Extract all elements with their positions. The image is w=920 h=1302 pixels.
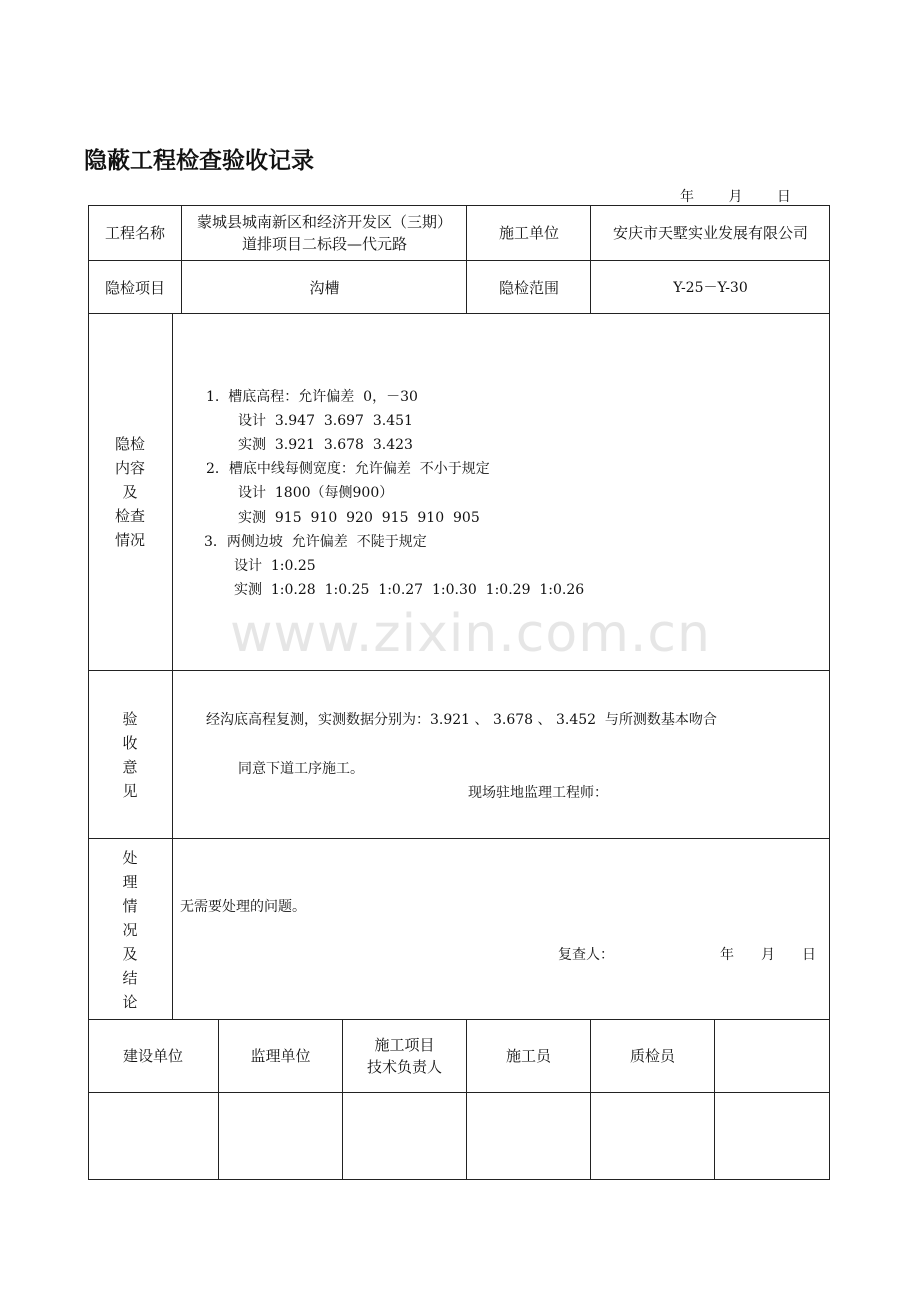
inspection-line: 实测 915 910 920 915 910 905 xyxy=(238,510,480,526)
date-year: 年 xyxy=(680,189,694,205)
date-header xyxy=(680,186,821,206)
review-year: 年 xyxy=(720,947,734,963)
inspection-line: 设计 1:0.25 xyxy=(234,558,316,574)
inspection-range-label: 隐检范围 xyxy=(498,278,559,297)
inspection-line: 2．槽底中线每侧宽度：允许偏差 不小于规定 xyxy=(206,461,490,477)
handling-text: 无需要处理的问题。 xyxy=(180,899,306,915)
project-name-line2: 道排项目二标段—代元路 xyxy=(241,235,407,253)
contractor-label: 施工单位 xyxy=(498,224,559,242)
reviewer-label: 复查人： xyxy=(558,947,614,963)
supervisor-signature-label: 现场驻地监理工程师： xyxy=(468,785,608,801)
opinion-approval: 同意下道工序施工。 xyxy=(238,761,364,777)
inspection-range-value: Y-25－Y-30 xyxy=(673,279,748,296)
project-name-label: 工程名称 xyxy=(104,224,165,242)
inspection-item-label: 隐检项目 xyxy=(104,278,165,297)
inspection-line: 实测 1:0.28 1:0.25 1:0.27 1:0.30 1:0.29 1:0.26 xyxy=(234,582,585,598)
opinion-text: 经沟底高程复测，实测数据分别为：3.921 、 3.678 、 3.452 与所测数基本吻合 xyxy=(206,712,717,728)
watermark: www.zixin.com.cn xyxy=(230,604,711,664)
date-month: 月 xyxy=(728,189,743,205)
signature-worker-label: 施工员 xyxy=(505,1047,551,1065)
contractor-value: 安庆市天墅实业发展有限公司 xyxy=(612,224,808,242)
inspection-line: 设计 3.947 3.697 3.451 xyxy=(238,413,413,429)
inspection-line: 1. 槽底高程：允许偏差 0，－30 xyxy=(206,389,418,405)
inspection-content-label: 隐检 内容 及 检查 情况 xyxy=(114,435,145,549)
opinion-label: 验 收 意 见 xyxy=(122,710,138,800)
inspection-item-value: 沟槽 xyxy=(309,278,340,297)
signature-owner-label: 建设单位 xyxy=(122,1047,183,1065)
signature-qc-label: 质检员 xyxy=(629,1047,675,1065)
signature-supervision-label: 监理单位 xyxy=(250,1047,311,1065)
handling-label: 处 理 情 况 及 结 论 xyxy=(122,849,138,1011)
signature-tech-lead-label: 施工项目 技术负责人 xyxy=(366,1036,442,1076)
date-day: 日 xyxy=(776,189,791,205)
project-name-line1: 蒙城县城南新区和经济开发区（三期） xyxy=(196,213,452,231)
inspection-line: 3．两侧边坡 允许偏差 不陡于规定 xyxy=(204,534,427,550)
inspection-line: 设计 1800（每侧900） xyxy=(238,485,394,501)
project-name-value xyxy=(182,205,467,261)
review-month: 月 xyxy=(761,947,775,963)
page-title: 隐蔽工程检查验收记录 xyxy=(84,148,314,174)
review-day: 日 xyxy=(802,947,816,963)
inspection-line: 实测 3.921 3.678 3.423 xyxy=(238,437,413,453)
